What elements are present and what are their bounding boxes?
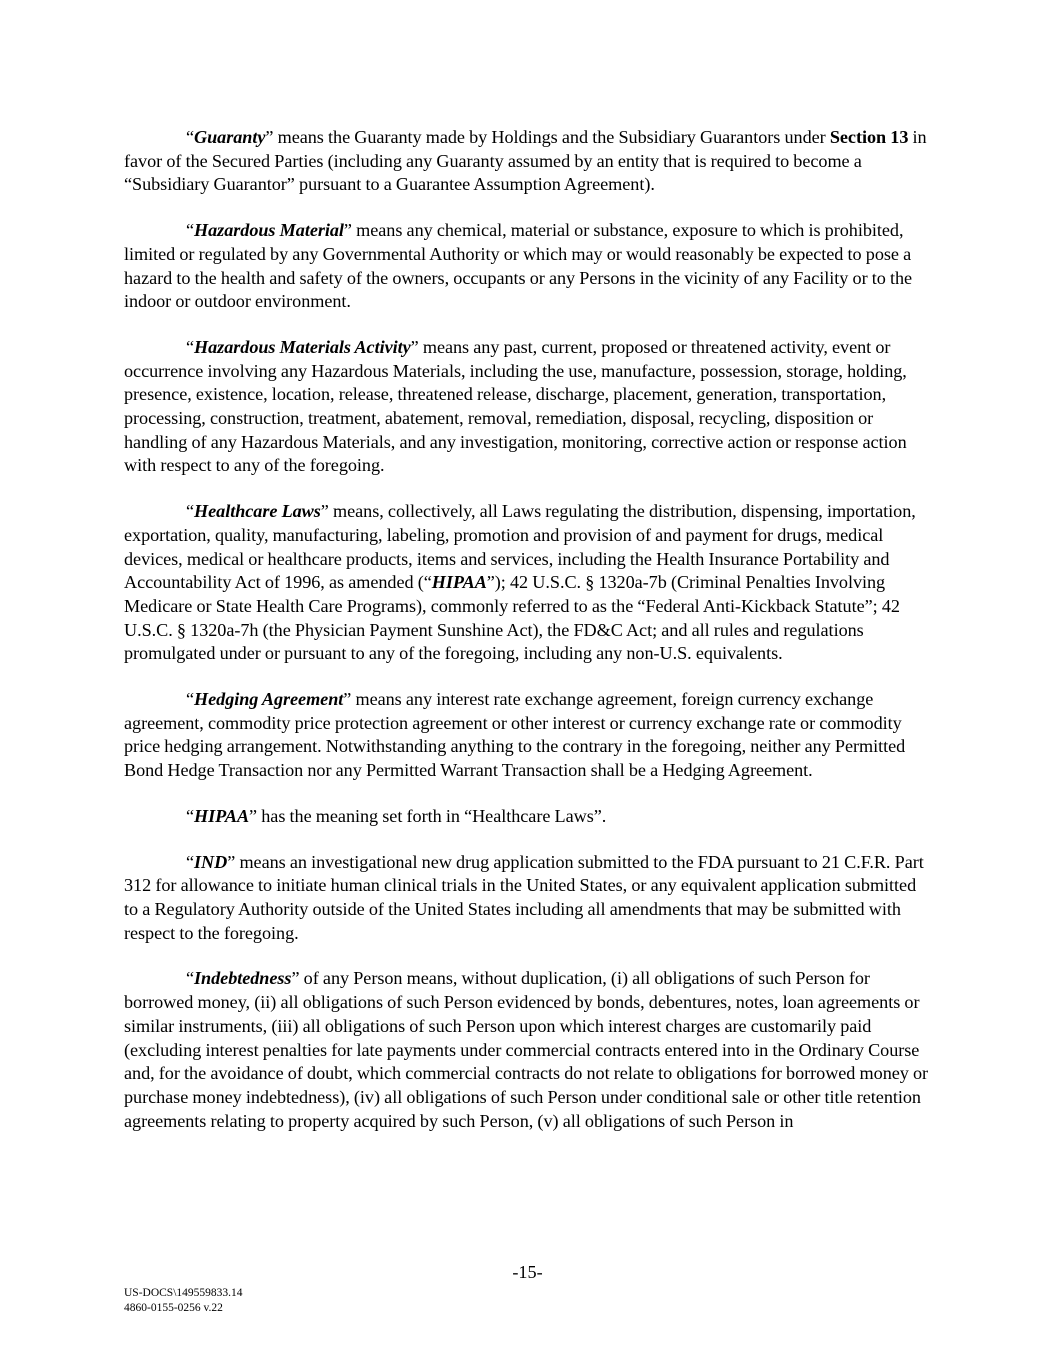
definition-text: “ [186, 689, 195, 710]
section-reference: Section 13 [829, 127, 909, 147]
definition-text: ” means any past, current, proposed or threatened activity, event or occurrence involving any Hazardous Materials, including the use, manufacture, possession, storage, holding, presence, existence, location, release, threatened release, discharge, placement, generation, transportation, processing, construction, treatment, abatement, removal, remediation, disposal, recycling, disposition or handling of any Hazardous Materials, and any investigation, monitoring, corrective action or response action with respect to any of the foregoing. [124, 336, 907, 476]
definition-text: ” means any chemical, material or substance, exposure to which is prohibited, limited or regulated by any Governmental Authority or which may or would reasonably be expected to pose a hazard to the health and safety of the owners, occupants or any Persons in the vicinity of any Facility or to the indoor or outdoor environment. [124, 220, 913, 312]
definition-indebtedness [124, 967, 932, 1133]
document-body [124, 126, 932, 1155]
definition-text: ”); 42 U.S.C. § 1320a-7b (Criminal Penalties Involving Medicare or State Health Care Programs), commonly referred to as the “Federal Anti-Kickback Statute”; 42 U.S.C. § 1320a-7h (the Physician Payment Sunshine Act), the FD&C Act; and all rules and regulations promulgated under or pursuant to any of the foregoing, including any non-U.S. equivalents. [124, 572, 900, 664]
definition-text: ” means an investigational new drug application submitted to the FDA pursuant to 21 C.F.R. Part 312 for allowance to initiate human clinical trials in the United States, or any equivalent application submitted to a Regulatory Authority outside of the United States including all amendments that may be submitted with respect to the foregoing. [124, 851, 924, 943]
definition-ind [124, 851, 932, 946]
definition-hedging-agreement [124, 688, 932, 783]
definition-hipaa [124, 805, 932, 829]
defined-term: Guaranty [194, 127, 266, 147]
definition-hazardous-material [124, 219, 932, 314]
definition-text: “ [186, 968, 195, 989]
page-number: -15- [512, 1262, 543, 1282]
definition-text: “ [186, 220, 195, 241]
definition-text: “ [186, 805, 195, 826]
definition-hazardous-materials-activity [124, 336, 932, 478]
footer-version: 4860-0155-0256 v.22 [124, 1301, 223, 1314]
defined-term: HIPAA [194, 805, 250, 826]
defined-term: Healthcare Laws [194, 501, 321, 522]
definition-text: ” means any interest rate exchange agreement, foreign currency exchange agreement, commodity price protection agreement or other interest or currency exchange rate or commodity price hedging arrangement. Notwithstanding anything to the contrary in the foregoing, neither any Permitted Bond Hedge Transaction nor any Permitted Warrant Transaction shall be a Hedging Agreement. [124, 689, 906, 781]
document-footer [124, 1286, 243, 1315]
footer-doc-id: US-DOCS\149559833.14 [124, 1287, 243, 1299]
defined-term: Hedging Agreement [194, 689, 344, 710]
definition-healthcare-laws [124, 500, 932, 666]
defined-term: HIPAA [431, 572, 487, 593]
definition-text: ” means, collectively, all Laws regulating the distribution, dispensing, importation, exportation, quality, manufacturing, labeling, promotion and provision of and payment for drugs, medical devices, medical or healthcare products, items and services, including the Health Insurance Portability and Accountability Act of 1996, as amended (“ [124, 501, 916, 593]
definition-text: “ [186, 501, 195, 522]
definition-text: “ [186, 336, 195, 357]
definition-text: ” has the meaning set forth in “Healthcare Laws”. [249, 805, 607, 826]
definition-text: in favor of the Secured Parties (including any Guaranty assumed by an entity that is required to become a “Subsidiary Guarantor” pursuant to a Guarantee Assumption Agreement). [124, 127, 927, 195]
defined-term: IND [194, 851, 228, 872]
definition-text: ” means the Guaranty made by Holdings and the Subsidiary Guarantors under [265, 127, 830, 147]
definition-text: “ [186, 127, 195, 147]
definition-text: ” of any Person means, without duplication, (i) all obligations of such Person for borrowed money, (ii) all obligations of such Person evidenced by bonds, debentures, notes, loan agreements or similar instruments, (iii) all obligations of such Person upon which interest charges are customarily paid (excluding interest penalties for late payments under commercial contracts entered into in the Ordinary Course and, for the avoidance of doubt, which commercial contracts do not relate to obligations for borrowed money or purchase money indebtedness), (iv) all obligations of such Person under conditional sale or other title retention agreements relating to property acquired by such Person, (v) all obligations of such Person in [124, 968, 929, 1131]
definition-guaranty [124, 126, 932, 197]
defined-term: Hazardous Materials Activity [194, 336, 411, 357]
defined-term: Indebtedness [194, 968, 292, 989]
defined-term: Hazardous Material [194, 220, 344, 241]
definition-text: “ [186, 851, 195, 872]
